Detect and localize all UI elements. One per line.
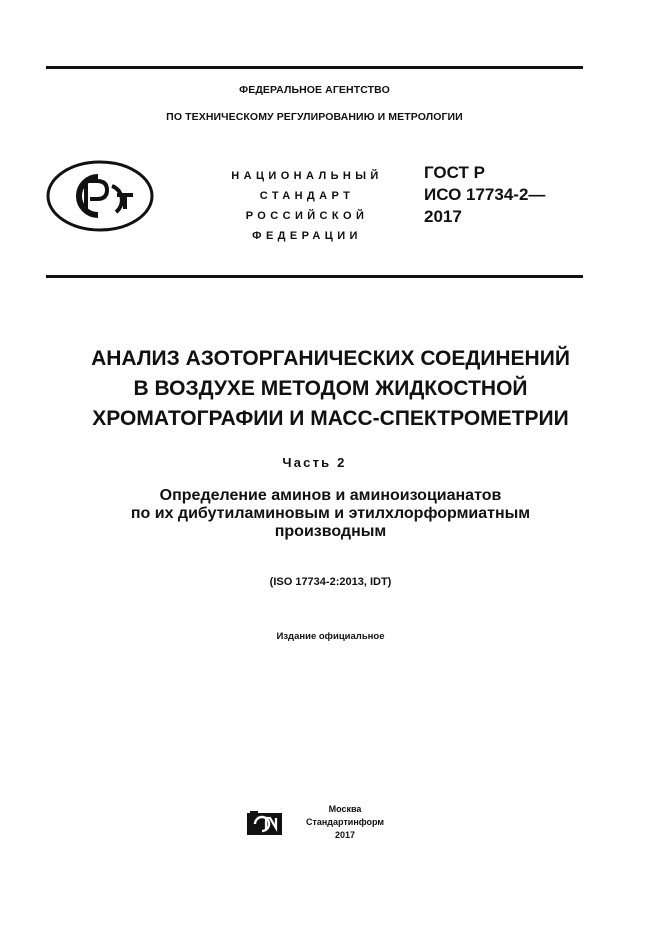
publisher-info: [300, 803, 390, 842]
part-label: Часть 2: [282, 455, 347, 470]
document-title: [40, 344, 621, 434]
agency-name-line-1: ФЕДЕРАЛЬНОЕ АГЕНТСТВО: [239, 84, 390, 96]
bottom-divider: [46, 275, 583, 278]
title-line-1: АНАЛИЗ АЗОТОРГАНИЧЕСКИХ СОЕДИНЕНИЙ: [91, 347, 570, 370]
national-line-2: СТАНДАРТ: [259, 190, 355, 202]
standard-designation: [424, 162, 545, 228]
agency-name-line-2: ПО ТЕХНИЧЕСКОМУ РЕГУЛИРОВАНИЮ И МЕТРОЛОГИИ: [166, 111, 463, 123]
national-standard-label: [214, 166, 400, 246]
title-line-2: В ВОЗДУХЕ МЕТОДОМ ЖИДКОСТНОЙ: [133, 377, 528, 400]
gost-r-certification-mark-icon: [46, 160, 154, 232]
designation-line-2: ИСО 17734-2—: [424, 185, 546, 204]
publisher-name: Стандартинформ: [305, 817, 385, 827]
part-title-line-2: по их дибутиламиновым и этилхлорформиатным: [130, 505, 531, 522]
national-line-3: РОССИЙСКОЙ: [245, 210, 369, 222]
part-title: [46, 487, 615, 541]
part-title-line-1: Определение аминов и аминоизоцианатов: [159, 487, 502, 504]
edition-note: Издание официальное: [276, 631, 385, 642]
title-line-3: ХРОМАТОГРАФИИ И МАСС-СПЕКТРОМЕТРИИ: [92, 407, 569, 430]
designation-line-3: 2017: [424, 207, 462, 226]
publisher-city: Москва: [328, 804, 362, 814]
standartinform-logo-icon: [246, 810, 283, 836]
part-title-line-3: производным: [274, 523, 387, 540]
iso-reference: (ISO 17734-2:2013, IDT): [269, 576, 392, 588]
national-line-4: ФЕДЕРАЦИИ: [252, 230, 362, 242]
publisher-year: 2017: [334, 830, 356, 840]
designation-line-1: ГОСТ Р: [424, 163, 485, 182]
national-line-1: НАЦИОНАЛЬНЫЙ: [231, 170, 383, 182]
top-divider: [46, 66, 583, 69]
gost-logo-text: РСТ: [99, 230, 101, 231]
